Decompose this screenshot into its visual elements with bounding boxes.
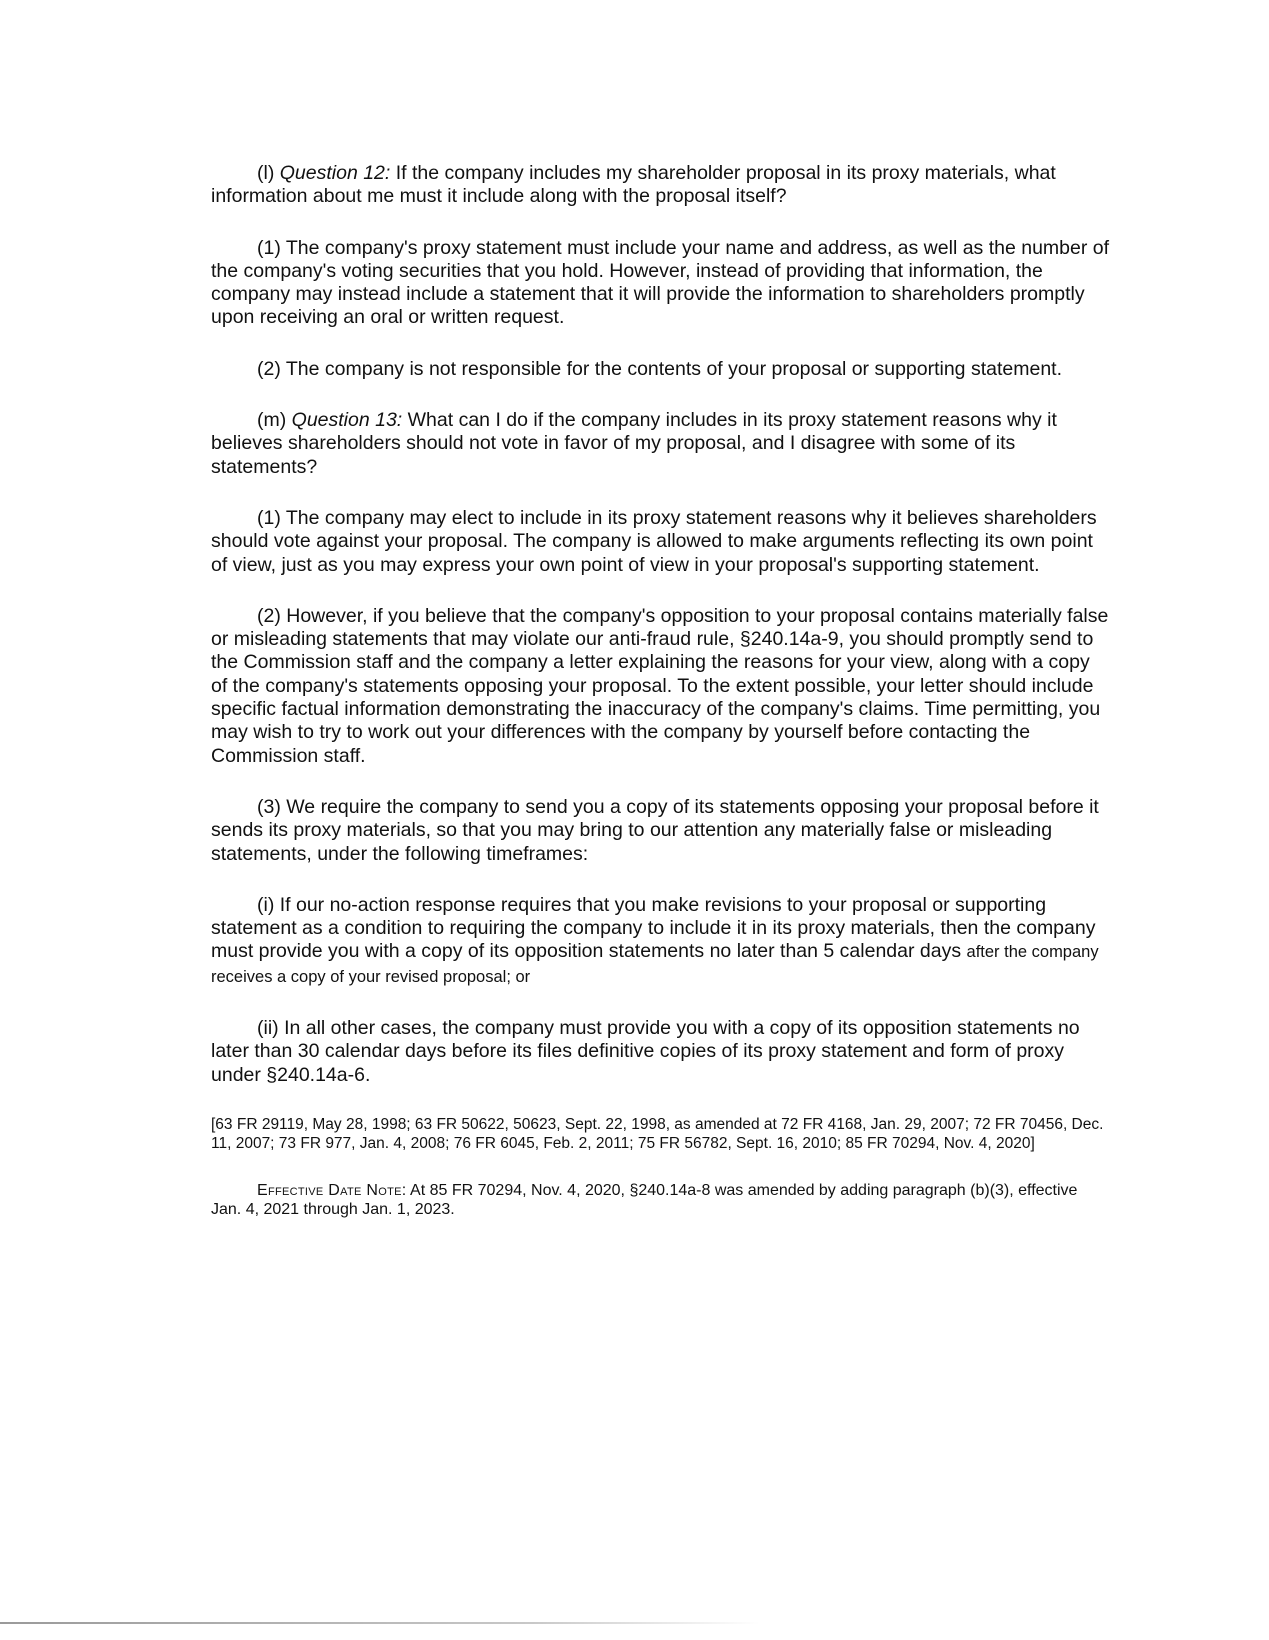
paragraph-q13-item-1: (1) The company may elect to include in its proxy statement reasons why it believes shareholders should vote against your proposal. The company is allowed to make arguments reflecting its own point of view, just as you may express your own point of view in your proposal's supporting statement. [211, 506, 1097, 576]
question-label: Question 13: [291, 409, 403, 432]
paragraph-q13-item-3-i [211, 894, 1111, 989]
note-label: Effective Date Note: [257, 1181, 407, 1199]
paragraph-prefix: (m) [257, 409, 292, 432]
paragraph-question-12 [211, 162, 1111, 209]
page-bottom-rule [0, 1622, 760, 1624]
paragraph-q13-item-3-ii: (ii) In all other cases, the company must provide you with a copy of its opposition statements no later than 30 calendar days before its files definitive copies of its proxy statement and form of proxy under §240.14a-6. [211, 1017, 1080, 1086]
note-text: At 85 FR 70294, Nov. 4, 2020, §240.14a-8 was amended by adding paragraph (b)(3), effective Jan. 4, 2021 through Jan. 1, 2023. [211, 1181, 1078, 1219]
paragraph-text: What can I do if the company includes in its proxy statement reasons why it believes shareholders should not vote in favor of my proposal, and I disagree with some of its statements? [211, 409, 1057, 478]
paragraph-q12-item-1: (1) The company's proxy statement must include your name and address, as well as the number of the company's voting securities that you hold. However, instead of providing that information, the company may instead include a statement that it will provide the information to shareholders promptly upon receiving an oral or written request. [211, 236, 1110, 329]
paragraph-q13-item-3: (3) We require the company to send you a copy of its statements opposing your proposal before it sends its proxy materials, so that you may bring to our attention any materially false or misleading statements, under the following timeframes: [211, 795, 1099, 865]
paragraph-q12-item-2: (2) The company is not responsible for the contents of your proposal or supporting statement. [257, 357, 1062, 380]
paragraph-prefix: (l) [257, 162, 280, 184]
paragraph-q13-item-2: (2) However, if you believe that the company's opposition to your proposal contains materially false or misleading statements that may violate our anti-fraud rule, §240.14a-9, you should promptly send to the Commission staff and the company a letter explaining the reasons for your view, along with a copy of the company's statements opposing your proposal. To the extent possible, your letter should include specific factual information demonstrating the inaccuracy of the company's claims. Time permitting, you may wish to try to work out your differences with the company by yourself before contacting the Commission staff. [211, 604, 1109, 767]
paragraph-question-13 [211, 409, 1111, 479]
citation: [63 FR 29119, May 28, 1998; 63 FR 50622, 50623, Sept. 22, 1998, as amended at 72 FR 4168, Jan. 29, 2007; 72 FR 70456, Dec. 11, 2007; 73 FR 977, Jan. 4, 2008; 76 FR 6045, Feb. 2, 2011; 75 FR 56782, Sept. 16, 2010; 85 FR 70294, Nov. 4, 2020] [211, 1115, 1104, 1152]
paragraph-text: (i) If our no-action response requires that you make revisions to your proposal or supporting statement as a condition to requiring the company to include it in its proxy materials, then the company must provide you with a copy of its opposition statements no later than 5 calendar days [211, 893, 1096, 963]
document-body [211, 162, 1111, 1220]
paragraph-text: If the company includes my shareholder proposal in its proxy materials, what information about me must it include along with the proposal itself? [211, 162, 1056, 208]
effective-date-note [211, 1181, 1111, 1220]
paragraph-text-tail: after the company receives a copy of your revised proposal; or [211, 943, 1099, 986]
question-label: Question 12: [279, 162, 391, 184]
